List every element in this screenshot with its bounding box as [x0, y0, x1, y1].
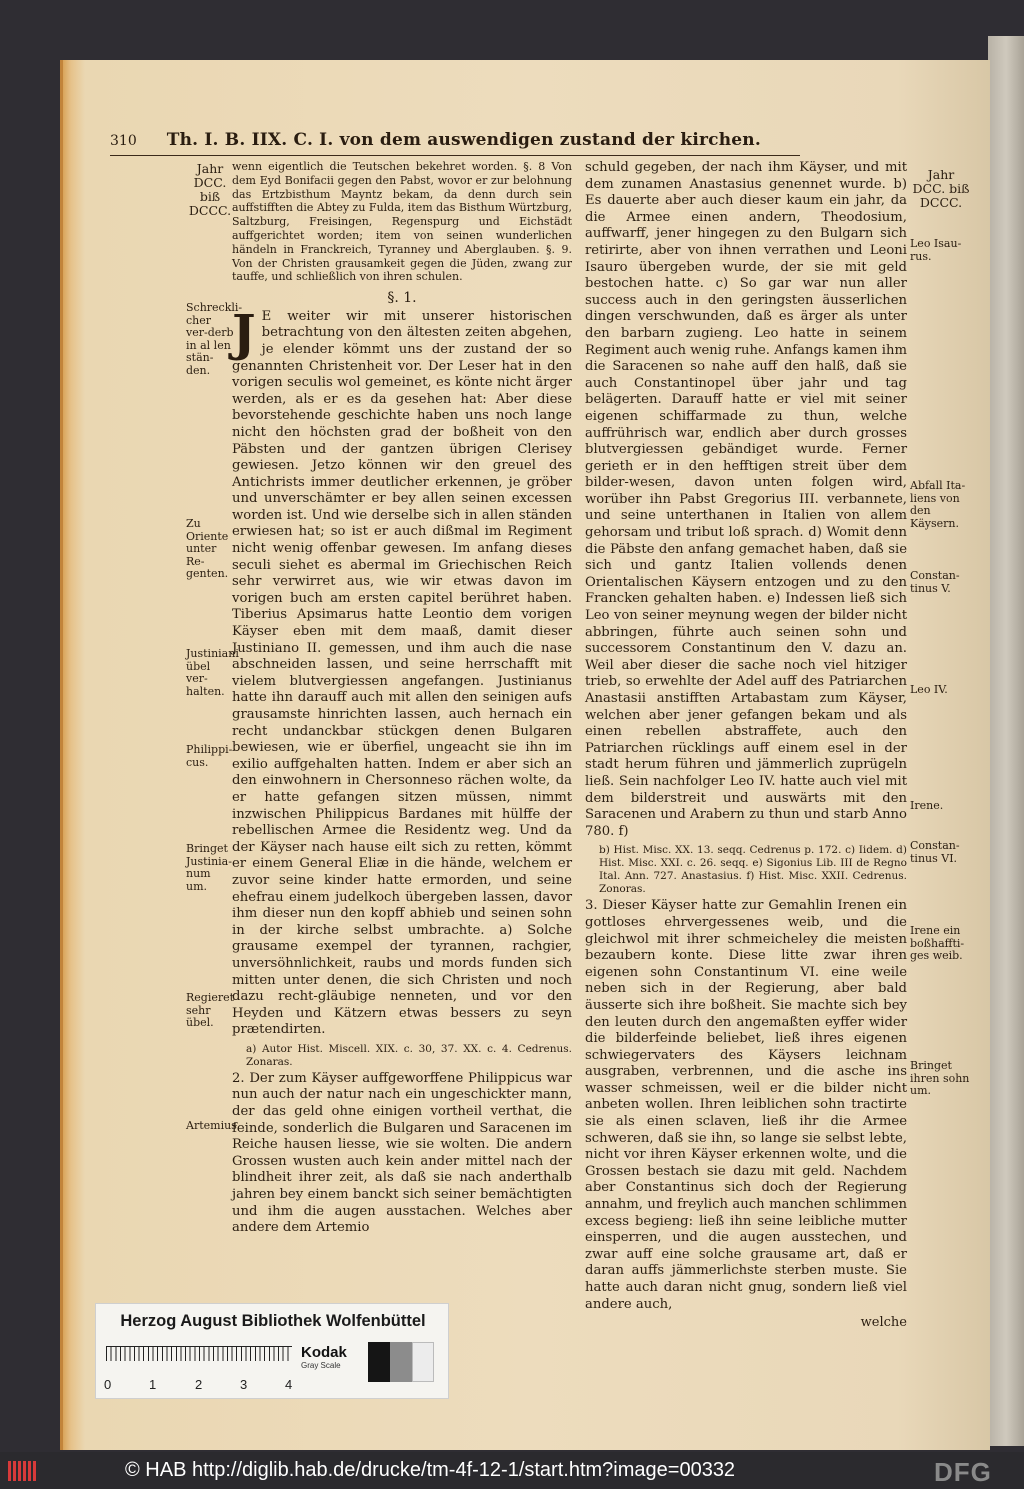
section-mark: §. 1.: [387, 290, 417, 307]
margin-note-right-1: Leo Isau-rus.: [910, 237, 962, 263]
chapter-summary: wenn eigentlich die Teutschen bekehret worden. §. 8 Von dem Eyd Bonifacii gegen den Pabst, wovor er zur belohnung das Ertzbisthum Mayntz bekam, da denn durch sein auffstifften die Abtey zu Fulda, item das Bisthum Würtzburg, Saltzburg, Freisingen, Regenspurg und Eichstädt auffgerichtet worden; item von seinen wunderlichen händeln in Franckreich, Tyranney und Aberglauben. §. 9. Von der Christen grausamkeit gegen die Jüden, zwang zur tauffe, und schließlich von ihren schulen.: [232, 160, 572, 284]
margin-note-right-7: Irene ein boßhaffti-ges weib.: [910, 924, 965, 962]
page-number: 310: [110, 133, 137, 149]
margin-note-right-3: Constan-tinus V.: [910, 569, 960, 595]
swatch-white: [412, 1342, 434, 1382]
catchword: welche: [860, 1315, 907, 1331]
margin-note-left-2: Zu Oriente unter Re-genten.: [186, 517, 229, 580]
page-header: [110, 130, 800, 156]
margin-note-left-0: Jahr DCC. biß DCCC.: [188, 161, 232, 218]
footer-bar: [0, 1452, 1024, 1489]
paragraph-3: 3. Dieser Käyser hatte zur Gemahlin Irenen ein gottloses ehrvergessenes weib, und die gleichwol mit ihrer schmeicheley die meisten bezaubern konte. Diese litte zwar ihren eigenen sohn Constantinum VI. eine weile neben sich in der Regierung, aber bald äusserte sich ihre boßheit. Sie machte sich bey den leuten durch den angemaßten eyffer wider die bilderfeinde beliebet, ließ ihres eigenen schwiegervaters des Käysers leichnam ausgraben, verbrennen, und die asche ins wasser schmeissen, weil er die bilder nicht anbeten wollen. Ihren leiblichen sohn tractirte sie als einen sclaven, ließ ihr die Armee schweren, daß sie ihn, so lange sie selbst lebte, nicht vor ihren Käyser erkennen wolte, und die Grossen bestach sie dazu mit geld. Nachdem aber Constantinus sich doch der Regierung annahm, und freylich auch manchen schlimmen excess begieng: ließ ihn seine leibliche mutter einsperren, und die augen ausstechen, und zwar auff eine solche grausame art, daß er daran auffs jämmerlichste sterben muste. Sie hatte auch daran nicht gnug, sondern ließ viel andere auch,: [585, 898, 907, 1312]
paragraph-2: 2. Der zum Käyser auffgeworffene Philippicus war nun auch der natur nach ein ungeschickter mann, der das geld ohne einigen vortheil verthat, die feinde, sonderlich die Bulgaren und Saracenen im Reiche hausen liesse, wie sie wolten. Die andern Grossen wusten auch kein ander mittel nach der blindheit ihrer zeit, als daß sie nach anderthalb jahren bey einem banckt sich seiner bemächtigten und ihm die augen ausstachen. Welches aber andere dem Artemio: [232, 1070, 572, 1236]
gray-scale-label: Gray Scale: [301, 1361, 341, 1370]
ruler-number-0: 0: [104, 1377, 112, 1392]
swatch-gray: [390, 1342, 412, 1382]
margin-note-left-7: Artemius: [186, 1119, 237, 1132]
text-column-left: [232, 160, 572, 1239]
paragraph-1-text: E weiter wir mit unserer historischen betrachtung von den ältesten zeiten abgehen, je elender kömmt uns der zustand der so genannten Christenheit vor. Der Leser hat in den vorigen seculis wol gemeinet, es könte nicht ärger werden, als er es da gesehen hat: Aber diese bevorstehende geschichte haben uns noch lange nicht den höchsten grad der boßheit von den Päbsten und der gantzen übrigen Clerisey gewiesen. Jetzo können wir den greuel des Antichrists immer deutlicher erkennen, je gröber und unverschämter er bey allen seinen excessen worden ist. Und wie derselbe sich in allen ständen erwiesen hat; so ist er auch dißmal im Regiment nicht wenig offenbar gewesen. Im anfang dieses seculi siehet es abermal im Griechischen Reich sehr verwirret aus, wie wir etwas davon im vorigen buch am ersten capitel berühret haben. Tiberius Apsimarus hatte Leontio dem vorigen Käyser eben mit dem maaß, damit dieser Justiniano II. gemessen, und ihm auch die nase abschneiden lassen, und seine herrschafft mit vielem blutvergiessen angefangen. Justinianus hatte ihn darauff auch mit allen den seinigen aufs grausamste hinrichten lassen, auch hernach ein recht undanckbar stückgen denen Bulgaren bewiesen, wie er überfiel, ungeacht sie ihn im exilio auffgehalten hatten. Indem er aber sich an den einwohnern in Chersonneso rächen wolte, da er hatte gefangen sitzen müssen, nimmt inzwischen Philippicus Bardanes mit hülffe der rebellischen Armee die Residentz weg. Und da der Käyser nach hause eilt sich zu retten, kömmt er einem General Eliæ in die hände, welchem er zuvor seine kinder hatte ermorden, und seine ehefrau einem judelkoch übergeben lassen, davor ihm dieser nun den kopff abhieb und seinen sohn in der kirche selbst umbrachte. a) Solche grausame exempel der tyrannen, rachgier, unversöhnlichkeit, raubs und mords funden sich mitten unter denen, die sich Christen und noch dazu recht-gläubige nenneten, und vor den Heyden und Kätzern etwas bessers zu seyn prætendirten.: [232, 308, 572, 1038]
kodak-label: [301, 1344, 361, 1390]
running-title: Th. I. B. IIX. C. I. von dem auswendigen zustand der kirchen.: [166, 130, 761, 150]
text-column-right: [585, 160, 907, 1334]
facing-page-edge: [988, 36, 1024, 1446]
paragraph-right-1: schuld gegeben, der nach ihm Käyser, und mit dem zunamen Anastasius genennet wurde. b) Es dauerte aber auch dieser kaum ein jahr, da die Armee einen andern, Theodosium, auffwarff, jener hingegen zu den Bulgarn sich retirirte, aber von ihnen verrathen und Leoni Isauro übergeben wurde, der sie mit geld bestochen hatte. c) So gar war nun aller success auch in den geringsten äusserlichen dingen verschwunden, daß es ärger als unter den barbarn zugieng. Leo hatte in seinem Regiment auch wenig ruhe. Anfangs kamen ihm die Saracenen so nahe auff den halß, daß sie auch Constantinopel über jahr und tag belägerten. Darauff hatte er viel mit seiner eigenen schiffarmade zu thun, welche auffrührisch war, endlich aber durch grosses blutvergiessen gebändiget wurde. Ferner gerieth er in den hefftigen streit über dem bilder-wesen, davon unten folgen wird, worüber ihn Pabst Gregorius III. verbannete, und seine unterthanen in Italien von allem gehorsam und tribut loß sprach. d) Womit denn die Päbste den anfang gemachet haben, daß sie sich und gantz Italien vollends denen Orientalischen Käysern entzogen und zu den Francken gehalten haben. e) Indessen ließ sich Leo von seiner meynung wegen der bilder nicht abbringen, führte auch seinen sohn und successorem Constantinum den V. dazu an. Weil aber dieser die sache noch viel hitziger trieb, so erwehlte der Adel auff des Patriarchen Anastasii anstifften Artabastam zum Käyser, welchen aber jener gefangen bekam und als einen rebellen abstraffete, auch den Patriarchen rücklings auff einem esel in der stadt herum führen und jämmerlich zuprügeln ließ. Sein nachfolger Leo IV. hatte auch viel mit dem bilderstreit und auswärts mit den Saracenen und Arabern zu thun und starb Anno 780. f): [585, 160, 907, 839]
ruler-number-2: 2: [195, 1377, 203, 1392]
kodak-brand: Kodak: [301, 1344, 347, 1361]
barcode-icon: [8, 1461, 36, 1481]
ruler-number-1: 1: [149, 1377, 157, 1392]
drop-cap: J: [232, 302, 256, 362]
dfg-logo: DFG: [934, 1457, 992, 1487]
library-color-card: [95, 1303, 449, 1399]
swatch-black: [368, 1342, 390, 1382]
margin-note-left-5: Bringet Justinia-num um.: [186, 842, 232, 893]
ruler-ticks: [106, 1347, 292, 1361]
margin-note-right-8: Bringet ihren sohn um.: [910, 1059, 970, 1097]
library-name: Herzog August Bibliothek Wolfenbüttel: [120, 1312, 426, 1330]
footnote-a: a) Autor Hist. Miscell. XIX. c. 30, 37. XX. c. 4. Cedrenus. Zonaras.: [246, 1042, 572, 1068]
margin-note-left-3: Justiniani übel ver-halten.: [186, 647, 239, 698]
footnotes-b-f: b) Hist. Misc. XX. 13. seqq. Cedrenus p. 172. c) Iidem. d) Hist. Misc. XXI. c. 26. seqq. e) Sigonius Lib. III de Regno Ital. Ann. 727. Anastasius. f) Hist. Misc. XXII. Cedrenus. Zonoras.: [599, 844, 907, 896]
margin-note-right-5: Irene.: [910, 799, 944, 812]
ruler-number-3: 3: [240, 1377, 248, 1392]
margin-note-right-2: Abfall Ita-liens von den Käysern.: [910, 479, 966, 530]
margin-note-right-0: Jahr DCC. biß DCCC.: [912, 167, 970, 210]
ruler-number-4: 4: [285, 1377, 293, 1392]
copyright-url[interactable]: © HAB http://diglib.hab.de/drucke/tm-4f-12-1/start.htm?image=00332: [125, 1459, 736, 1481]
paragraph-1: [232, 302, 572, 1039]
measurement-ruler: [104, 1346, 293, 1392]
margin-note-left-4: Philippi-cus.: [186, 743, 233, 769]
margin-note-right-4: Leo IV.: [910, 683, 948, 696]
margin-note-left-1: Schreckli-cher ver-derb in al len stän-den.: [186, 301, 243, 377]
margin-note-right-6: Constan-tinus VI.: [910, 839, 960, 865]
margin-note-left-6: Regieret sehr übel.: [186, 991, 235, 1029]
